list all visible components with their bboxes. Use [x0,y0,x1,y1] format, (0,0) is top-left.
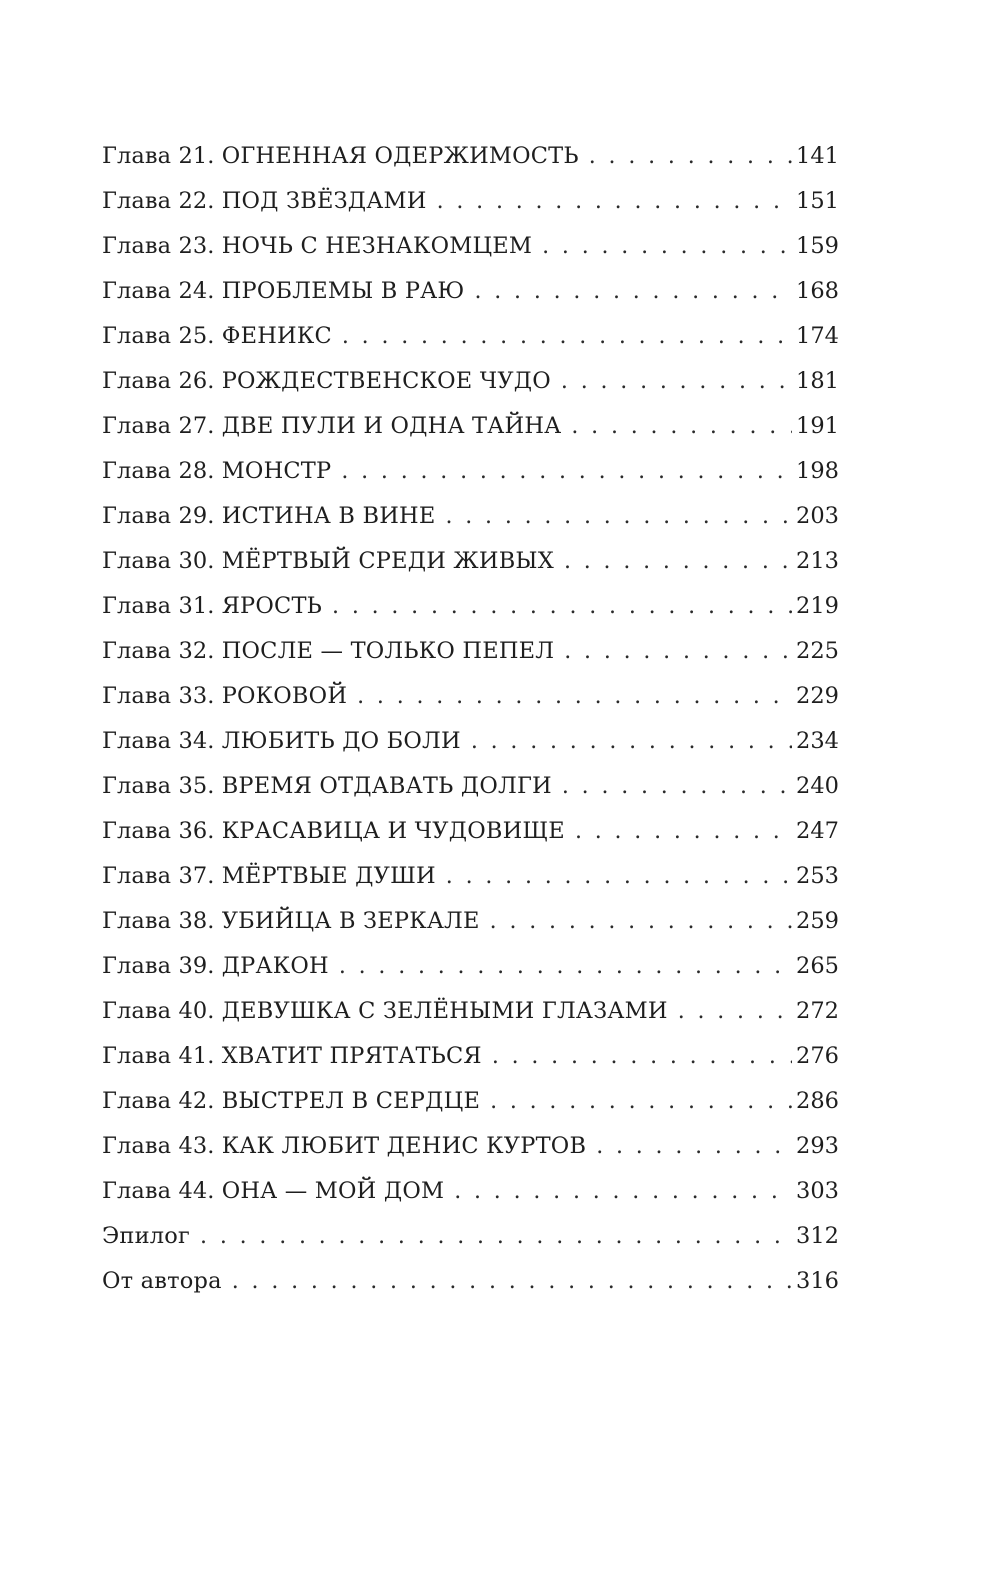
toc-dot-leader [562,764,792,809]
toc-entry-label [102,809,565,854]
toc-chapter-title: ДВЕ ПУЛИ И ОДНА ТАЙНА [221,413,562,439]
toc-entry[interactable] [102,359,839,404]
toc-chapter-number: Глава 30. [102,548,215,574]
toc-entry-label [102,404,561,449]
toc-entry-label [102,269,464,314]
toc-entry[interactable] [102,449,839,494]
toc-entry-label [102,1259,222,1304]
toc-chapter-number: Глава 34. [102,728,215,754]
toc-page-number: 286 [796,1088,839,1114]
toc-page-number: 229 [796,683,839,709]
toc-entry-label [102,584,322,629]
table-of-contents [102,134,839,1304]
toc-chapter-number: Глава 43. [102,1133,215,1159]
toc-chapter-number: Глава 33. [102,683,215,709]
toc-chapter-number: Глава 41. [102,1043,215,1069]
toc-entry[interactable] [102,584,839,629]
toc-entry-label [102,899,480,944]
toc-chapter-number: Глава 37. [102,863,215,889]
toc-entry[interactable] [102,1169,839,1214]
toc-chapter-number: Глава 31. [102,593,215,619]
toc-page-number: 253 [796,863,839,889]
toc-entry-label [102,179,427,224]
toc-page-number: 225 [796,638,839,664]
toc-entry[interactable] [102,809,839,854]
toc-chapter-number: Глава 28. [102,458,215,484]
toc-chapter-number: Глава 42. [102,1088,215,1114]
toc-dot-leader [454,1169,792,1214]
toc-page-number: 219 [796,593,839,619]
toc-chapter-title: КАК ЛЮБИТ ДЕНИС КУРТОВ [221,1133,587,1159]
toc-dot-leader [490,899,792,944]
toc-page-number: 265 [796,953,839,979]
toc-page-number: 151 [796,188,839,214]
toc-dot-leader [542,224,792,269]
toc-chapter-title: ОГНЕННАЯ ОДЕРЖИМОСТЬ [221,143,579,169]
toc-page-number: 159 [796,233,839,259]
toc-entry[interactable] [102,134,839,179]
toc-entry-label [102,449,331,494]
toc-chapter-number: Глава 38. [102,908,215,934]
toc-dot-leader [575,809,792,854]
toc-page-number: 174 [796,323,839,349]
toc-dot-leader [446,854,792,899]
toc-dot-leader [596,1124,792,1169]
toc-entry[interactable] [102,674,839,719]
toc-chapter-number: Глава 27. [102,413,215,439]
toc-chapter-number: Глава 22. [102,188,215,214]
toc-chapter-title: ДЕВУШКА С ЗЕЛЁНЫМИ ГЛАЗАМИ [221,998,668,1024]
toc-entry[interactable] [102,224,839,269]
toc-entry-label [102,674,347,719]
toc-chapter-number: Глава 24. [102,278,215,304]
toc-entry[interactable] [102,494,839,539]
toc-entry-label [102,1214,190,1259]
toc-chapter-number: Глава 39. [102,953,215,979]
toc-chapter-title: МЁРТВЫЙ СРЕДИ ЖИВЫХ [221,548,554,574]
toc-dot-leader [678,989,792,1034]
toc-entry[interactable] [102,1034,839,1079]
toc-entry-label [102,359,551,404]
toc-chapter-title: ЯРОСТЬ [221,593,323,619]
toc-chapter-number: Глава 23. [102,233,215,259]
toc-page-number: 303 [796,1178,839,1204]
toc-chapter-title: МЁРТВЫЕ ДУШИ [221,863,436,889]
toc-chapter-title: КРАСАВИЦА И ЧУДОВИЩЕ [221,818,565,844]
toc-entry-label [102,1169,444,1214]
toc-chapter-title: РОКОВОЙ [221,683,348,709]
toc-dot-leader [564,539,792,584]
toc-entry-label [102,1034,482,1079]
toc-dot-leader [561,359,792,404]
toc-page-number: 276 [796,1043,839,1069]
toc-entry[interactable] [102,629,839,674]
toc-page-number: 247 [796,818,839,844]
toc-entry-label [102,539,554,584]
toc-page-number: 168 [796,278,839,304]
toc-dot-leader [437,179,792,224]
toc-chapter-number: Глава 32. [102,638,215,664]
toc-dot-leader [332,584,792,629]
toc-section-title: От автора [102,1268,222,1294]
toc-page-number: 141 [796,143,839,169]
toc-chapter-title: ВЫСТРЕЛ В СЕРДЦЕ [221,1088,481,1114]
toc-dot-leader [232,1259,792,1304]
toc-entry-label [102,719,461,764]
toc-entry[interactable] [102,269,839,314]
toc-entry[interactable] [102,1259,839,1304]
toc-dot-leader [357,674,792,719]
toc-page-number: 312 [796,1223,839,1249]
toc-entry[interactable] [102,764,839,809]
toc-dot-leader [492,1034,792,1079]
toc-entry[interactable] [102,989,839,1034]
toc-entry[interactable] [102,899,839,944]
toc-entry-label [102,134,579,179]
toc-dot-leader [571,404,792,449]
toc-dot-leader [471,719,792,764]
toc-dot-leader [589,134,792,179]
toc-chapter-title: ЛЮБИТЬ ДО БОЛИ [221,728,461,754]
toc-entry-label [102,989,668,1034]
toc-chapter-title: ФЕНИКС [221,323,332,349]
toc-chapter-number: Глава 25. [102,323,215,349]
toc-entry[interactable] [102,1124,839,1169]
toc-entry-label [102,1124,586,1169]
toc-dot-leader [564,629,792,674]
toc-chapter-number: Глава 26. [102,368,215,394]
toc-entry-label [102,1079,480,1124]
toc-entry[interactable] [102,179,839,224]
toc-entry[interactable] [102,944,839,989]
toc-chapter-number: Глава 36. [102,818,215,844]
toc-dot-leader [342,314,792,359]
toc-entry[interactable] [102,1079,839,1124]
toc-entry-label [102,314,332,359]
toc-entry[interactable] [102,1214,839,1259]
toc-page-number: 316 [796,1268,839,1294]
toc-dot-leader [200,1214,792,1259]
toc-entry[interactable] [102,404,839,449]
toc-chapter-title: ПОСЛЕ — ТОЛЬКО ПЕПЕЛ [221,638,555,664]
toc-chapter-title: УБИЙЦА В ЗЕРКАЛЕ [221,908,480,934]
toc-page-number: 203 [796,503,839,529]
toc-dot-leader [445,494,792,539]
toc-chapter-title: ДРАКОН [221,953,329,979]
toc-chapter-title: МОНСТР [221,458,332,484]
toc-page-number: 198 [796,458,839,484]
toc-chapter-title: ПРОБЛЕМЫ В РАЮ [221,278,465,304]
toc-page-number: 234 [796,728,839,754]
toc-entry-label [102,944,329,989]
toc-page-number: 293 [796,1133,839,1159]
toc-chapter-number: Глава 35. [102,773,215,799]
toc-entry[interactable] [102,719,839,764]
toc-chapter-title: ИСТИНА В ВИНЕ [221,503,436,529]
toc-dot-leader [474,269,792,314]
toc-page-number: 191 [796,413,839,439]
toc-chapter-title: РОЖДЕСТВЕНСКОЕ ЧУДО [221,368,551,394]
toc-chapter-title: ПОД ЗВЁЗДАМИ [221,188,427,214]
toc-page-number: 259 [796,908,839,934]
toc-entry[interactable] [102,314,839,359]
toc-page-number: 181 [796,368,839,394]
toc-chapter-number: Глава 44. [102,1178,215,1204]
toc-entry[interactable] [102,539,839,584]
toc-page-number: 213 [796,548,839,574]
toc-section-title: Эпилог [102,1223,191,1249]
toc-chapter-number: Глава 40. [102,998,215,1024]
toc-dot-leader [339,944,792,989]
toc-chapter-number: Глава 29. [102,503,215,529]
toc-chapter-number: Глава 21. [102,143,215,169]
toc-page-number: 272 [796,998,839,1024]
toc-chapter-title: ОНА — МОЙ ДОМ [221,1178,445,1204]
toc-page-number: 240 [796,773,839,799]
toc-dot-leader [490,1079,792,1124]
toc-chapter-title: ВРЕМЯ ОТДАВАТЬ ДОЛГИ [221,773,552,799]
toc-entry[interactable] [102,854,839,899]
toc-chapter-title: НОЧЬ С НЕЗНАКОМЦЕМ [221,233,533,259]
toc-chapter-title: ХВАТИТ ПРЯТАТЬСЯ [221,1043,482,1069]
toc-entry-label [102,764,552,809]
toc-entry-label [102,629,554,674]
toc-dot-leader [341,449,792,494]
toc-entry-label [102,494,435,539]
toc-entry-label [102,854,436,899]
toc-entry-label [102,224,532,269]
